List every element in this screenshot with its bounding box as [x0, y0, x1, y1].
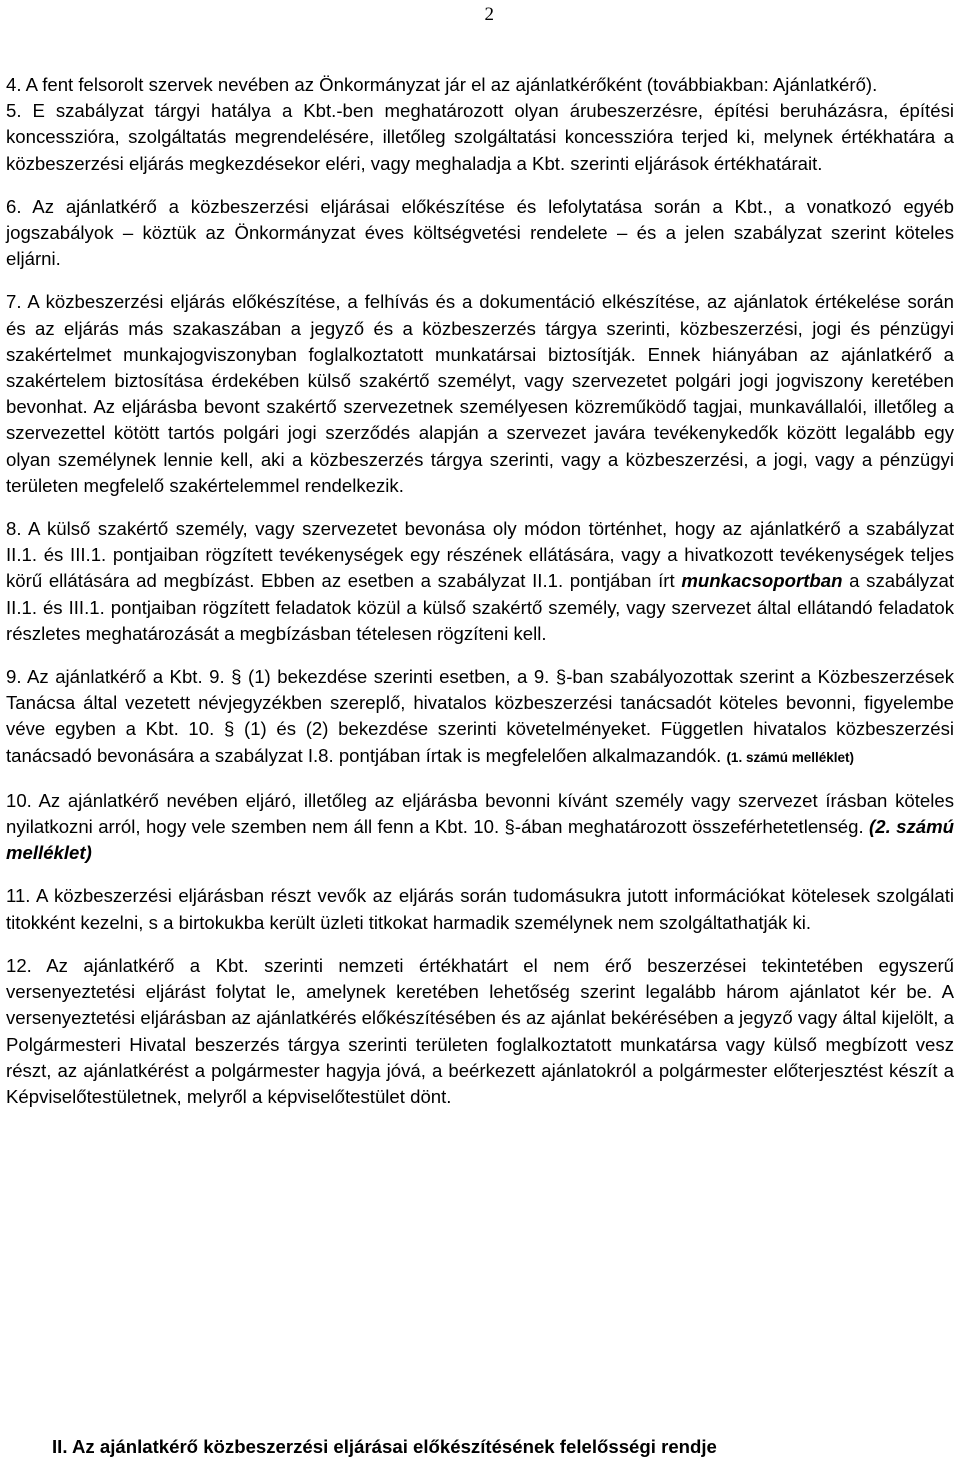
paragraph-12: 12. Az ajánlatkérő a Kbt. szerinti nemzeti értékhatárt el nem érő beszerzései tekintetében egyszerű versenyeztetési eljárást folytat le, amelynek keretében lehetőség szerint legalább három ajánlatot kér be. A versenyeztetési eljárásban az ajánlatkérés előkészítésében és az ajánlat bekérésében a jegyző vagy által kijelölt, a Polgármesteri Hivatal beszerzés tárgya szerinti területen foglalkoztatott munkatársa vagy külső megbízott vesz részt, az ajánlatkérést a polgármester hagyja jóvá, a beérkezett ajánlatokról a polgármester előterjesztést készít a Képviselőtestületnek, melyről a képviselőtestület dönt.	[6, 954, 954, 1107]
page-number: 2	[484, 4, 494, 25]
paragraph-8-emphasis: munkacsoportban	[681, 570, 843, 592]
paragraph-9-text: 9. Az ajánlatkérő a Kbt. 9. § (1) bekezdése szerinti esetben, a 9. §-ban szabályozottak szerint a Közbeszerzések Tanácsa által vezetett névjegyzékben szereplő, hivatalos közbeszerzési tanácsadót köteles bevonni, figyelembe véve egyben a Kbt. 10. § (1) és (2) bekezdése szerinti követelményeket. Független hivatalos közbeszerzési tanácsadó bevonására a szabályzat I.8. pontjában írtak is megfelelően alkalmazandók.	[6, 666, 954, 766]
annex-1-reference: (1. számú melléklet)	[726, 749, 854, 765]
paragraph-8	[6, 516, 954, 647]
paragraph-8-text-a: 8. A külső szakértő személy, vagy szervezetet bevonása oly módon történhet, hogy az ajánlatkérő a szabályzat II.1. és III.1. pontjaiban rögzített tevékenységek egy részének ellátására, vagy a hivatkozott tevékenységek teljes körű ellátására ad megbízást. Ebben az esetben a szabályzat II.1. pontjában írt	[6, 518, 954, 592]
paragraph-7: 7. A közbeszerzési eljárás előkészítése, a felhívás és a dokumentáció elkészítése, az ajánlatok értékelése során és az eljárás más szakaszában a jegyző és a közbeszerzés tárgya szerinti, közbeszerzési, jogi és pénzügyi szakértelmet munkajogviszonyban foglalkoztatott munkatársai biztosítják. Ennek hiányában az ajánlatkérő a szakértelem biztosítása érdekében külső szakértő személyt, vagy szervezetet polgári jogi jogviszony keretében bevonhat. Az eljárásba bevont szakértő szervezetnek személyesen közreműködő tagjai, munkavállalói, illetőleg a szervezettel kötött tartós polgári jogi szerződés alapján a szervezet javára tevékenykedők között legalább egy olyan személynek lennie kell, aki a közbeszerzés tárgya szerinti, vagy a közbeszerzési, a jogi, vagy a pénzügyi területen megfelelő szakértelemmel rendelkezik.	[6, 291, 954, 496]
paragraph-10	[6, 788, 954, 867]
paragraph-9	[6, 664, 954, 771]
section-heading: II. Az ajánlatkérő közbeszerzési eljárásai előkészítésének felelősségi rendje	[52, 1436, 717, 1457]
paragraph-4: 4. A fent felsorolt szervek nevében az Önkormányzat jár el az ajánlatkérőként (továbbiakban: Ajánlatkérő).	[6, 74, 878, 95]
document-body	[6, 72, 954, 1127]
annex-2-reference: (2. számú melléklet)	[6, 816, 955, 864]
paragraph-5: 5. E szabályzat tárgyi hatálya a Kbt.-ben meghatározott olyan árubeszerzésre, építési beruházásra, építési koncesszióra, szolgáltatás megrendelésére, illetőleg szolgáltatási koncesszióra terjed ki, melynek értékhatára a közbeszerzési eljárás megkezdésekor eléri, vagy meghaladja a Kbt. szerinti eljárások értékhatárait.	[6, 100, 954, 174]
paragraph-10-text: 10. Az ajánlatkérő nevében eljáró, illetőleg az eljárásba bevonni kívánt személy vagy szervezet írásban köteles nyilatkozni arról, hogy vele szemben nem áll fenn a Kbt. 10. §-ában meghatározott összeférhetetlenség.	[6, 789, 954, 838]
paragraph-11: 11. A közbeszerzési eljárásban részt vevők az eljárás során tudomásukra jutott információkat kötelesek szolgálati titokként kezelni, s a birtokukba került üzleti titkokat harmadik személynek nem szolgáltathatják ki.	[6, 885, 954, 933]
paragraph-8-text-b: a szabályzat II.1. és III.1. pontjaiban rögzített feladatok közül a külső szakértő személy, vagy szervezet által ellátandó feladatok részletes meghatározását a megbízásban tételesen rögzíteni kell.	[6, 570, 954, 644]
paragraph-6: 6. Az ajánlatkérő a közbeszerzési eljárásai előkészítése és lefolytatása során a Kbt., a vonatkozó egyéb jogszabályok – köztük az Önkormányzat éves költségvetési rendelete – és a jelen szabályzat szerint köteles eljárni.	[6, 195, 954, 270]
